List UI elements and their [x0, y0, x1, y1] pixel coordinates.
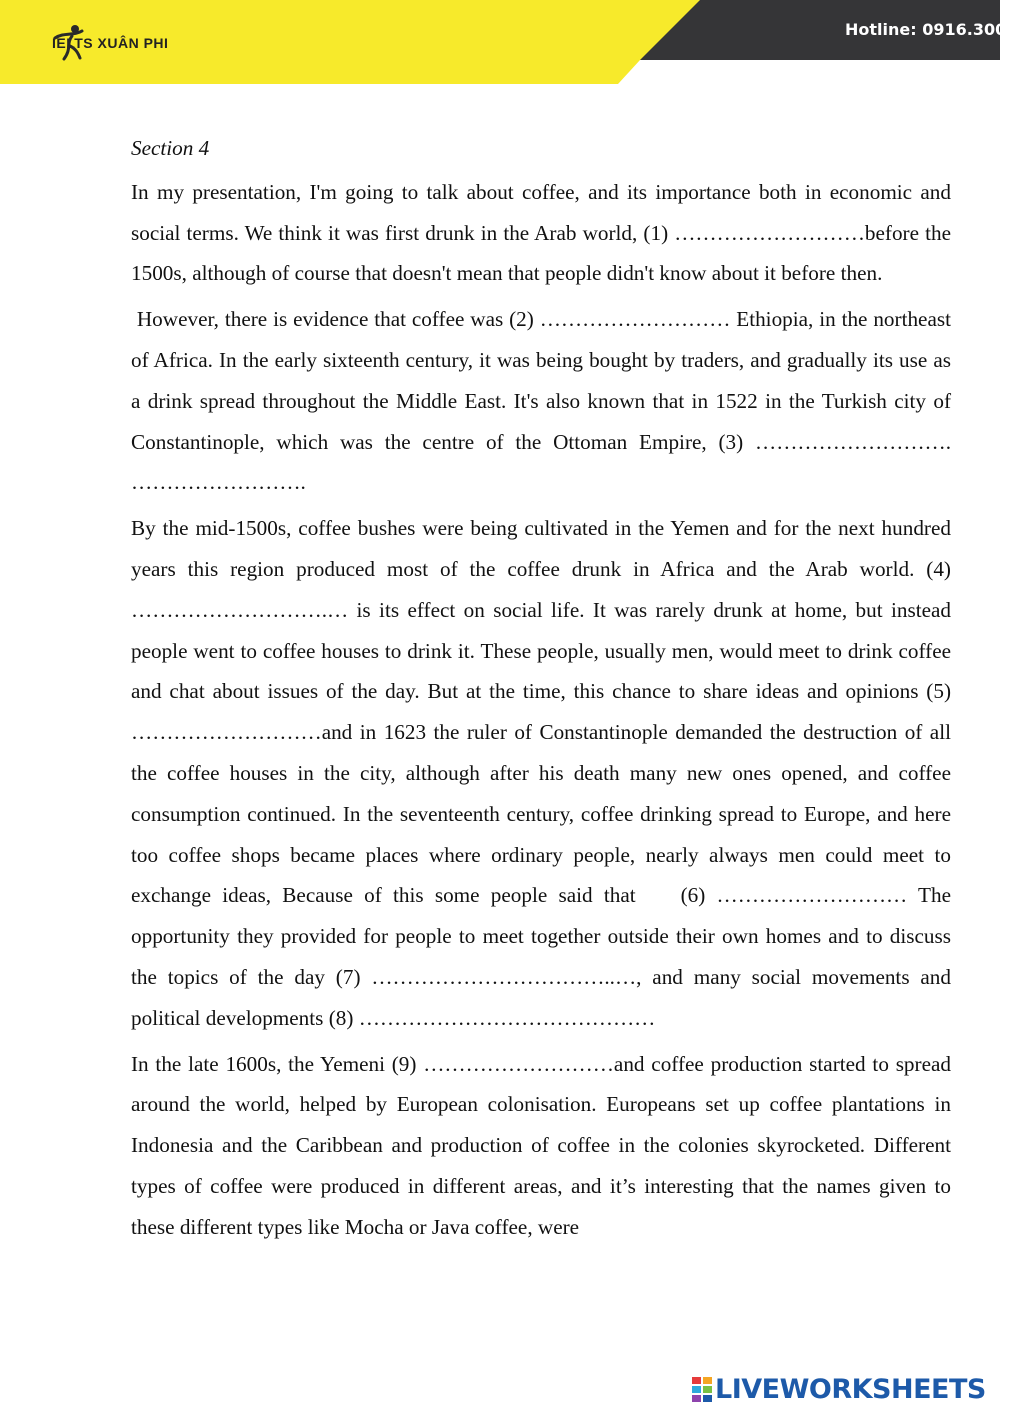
watermark-text: LIVEWORKSHEETS [715, 1374, 986, 1405]
paragraph: In the late 1600s, the Yemeni (9) ………………………and coffee production started to spread around the world, helped by European colonisation. Europeans set up coffee plantations in Indonesia and the Caribbean and production of coffee in the colonies skyrocketed. Different types of coffee were produced in different areas, and it’s interesting that the names given to these different types like Mocha or Java coffee, were [131, 1051, 951, 1239]
paragraph: However, there is evidence that coffee was (2) ……………………… Ethiopia, in the northeast of Africa. In the early sixteenth century, it was being bought by traders, and gradually its use as a drink spread throughout the Middle East. It's also known that in 1522 in the Turkish city of Constantinople, which was the centre of the Ottoman Empire, (3) ………………………. ……………………. [131, 307, 951, 495]
paragraph: By the mid-1500s, coffee bushes were being cultivated in the Yemen and for the next hundred years this region produced most of the coffee drunk in Africa and the Arab world. (4) ……………………….… is its effect on social life. It was rarely drunk at home, but instead people went to coffee houses to drink it. These people, usually men, would meet to drink coffee and chat about issues of the day. But at the time, this chance to share ideas and opinions (5) ………………………and in 1623 the ruler of Constantinople demanded the destruction of all the coffee houses in the city, although after his death many new ones opened, and coffee consumption continued. In the seventeenth century, coffee drinking spread to Europe, and here too coffee shops became places where ordinary people, nearly always men could meet to exchange ideas, Because of this some people said that (6) ……………………… The opportunity they provided for people to meet together outside their own homes and to discuss the topics of the day (7) ……………………………..…, and many social movements and political developments (8) …………………………………… [131, 516, 951, 1030]
brand-name: IELTS XUÂN PHI [52, 35, 169, 51]
section-title: Section 4 [131, 136, 210, 160]
liveworksheets-watermark [692, 1374, 986, 1405]
dancer-icon [52, 22, 86, 62]
page-header [0, 0, 1023, 84]
brand-logo [52, 22, 168, 64]
document-body [131, 128, 951, 1253]
liveworksheets-icon [692, 1377, 712, 1403]
hotline-text: Hotline: 0916.300.7 [845, 20, 1023, 39]
paragraph: In my presentation, I'm going to talk about coffee, and its importance both in economic and social terms. We think it was first drunk in the Arab world, (1) ………………………before the 1500s, although of course that doesn't mean that people didn't know about it before then. [131, 179, 951, 286]
